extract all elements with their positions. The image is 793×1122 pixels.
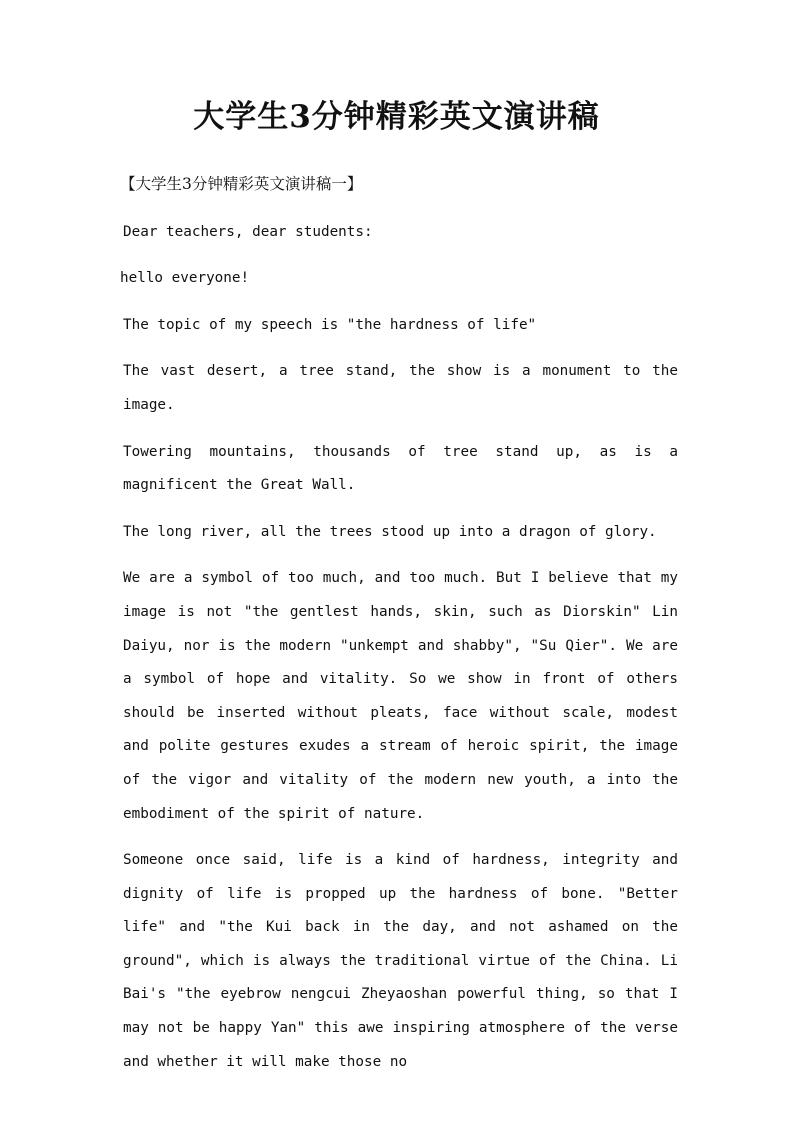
section-heading: 【大学生3分钟精彩英文演讲稿一】 <box>120 175 363 193</box>
paragraph-topic: The topic of my speech is "the hardness of life" <box>123 316 537 333</box>
paragraph-river: The long river, all the trees stood up into a dragon of glory. <box>123 523 657 540</box>
paragraph-desert: The vast desert, a tree stand, the show is a monument to the image. <box>123 363 678 413</box>
paragraph-symbol: We are a symbol of too much, and too much. But I believe that my image is not "the gentlest hands, skin, such as Diorskin" Lin Daiyu, nor is the modern "unkempt and shabby", "Su Qier". We are a symbol of hope and vitality. So we show in front of others should be inserted without pleats, face without scale, modest and polite gestures exudes a stream of heroic spirit, the image of the vigor and vitality of the modern new youth, a into the embodiment of the spirit of nature. <box>123 570 678 822</box>
document-body <box>120 168 678 1092</box>
paragraph-hardness: Someone once said, life is a kind of hardness, integrity and dignity of life is propped up the hardness of bone. "Better life" and "the Kui back in the day, and not ashamed on the ground", which is always the traditional virtue of the China. Li Bai's "the eyebrow nengcui Zheyaoshan powerful thing, so that I may not be happy Yan" this awe inspiring atmosphere of the verse and whether it will make those no <box>123 852 678 1070</box>
paragraph-mountains: Towering mountains, thousands of tree stand up, as is a magnificent the Great Wall. <box>123 443 678 494</box>
paragraph-hello: hello everyone! <box>120 270 250 287</box>
document-title: 大学生3分钟精彩英文演讲稿 <box>193 99 600 135</box>
paragraph-greeting: Dear teachers, dear students: <box>123 223 373 240</box>
